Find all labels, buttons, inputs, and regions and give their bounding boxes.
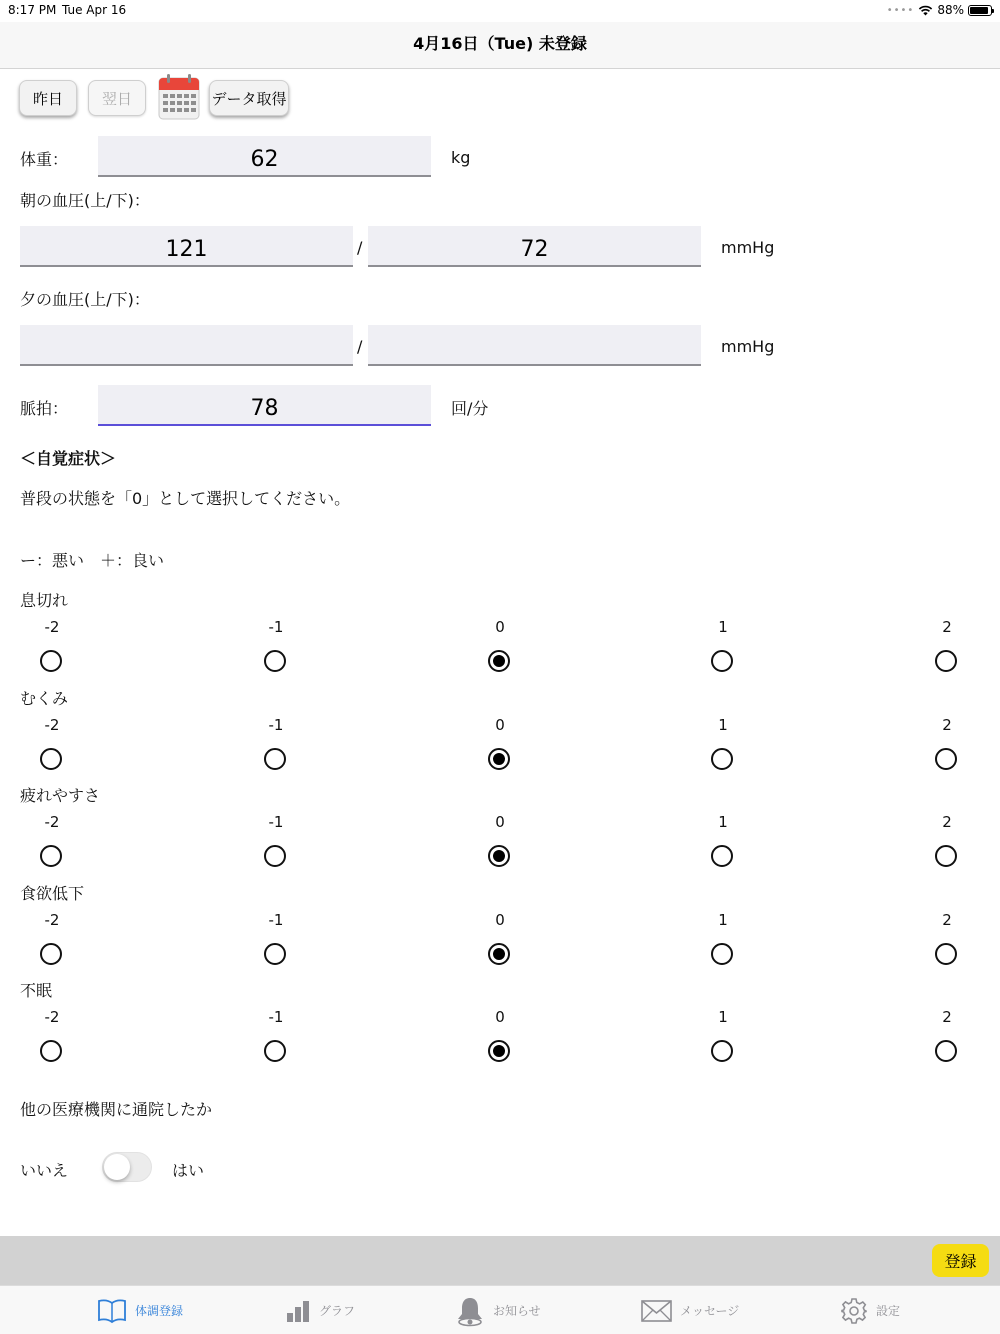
evening-bp-separator: / [357,337,363,356]
symptom-radio[interactable] [264,845,286,867]
option-value-label: 1 [718,910,728,929]
fetch-data-button[interactable]: データ取得 [209,80,289,116]
wifi-icon [918,5,933,16]
status-time: 8:17 PM [8,3,57,17]
symptom-radio[interactable] [488,1040,510,1062]
symptom-radio[interactable] [935,650,957,672]
page-title: 4月16日（Tue) 未登録 [413,34,587,53]
battery-level [970,7,988,14]
option-value-label: -2 [44,618,60,636]
symptom-radio[interactable] [488,943,510,965]
option-value-label: 2 [942,715,952,734]
cellular-signal-icon: •••• [886,4,915,16]
yes-label: はい [172,1161,205,1180]
bell-icon [455,1295,485,1327]
evening-bp-lower-input[interactable] [368,325,701,366]
morning-bp-lower-input[interactable]: 72 [368,226,701,267]
tab-notices[interactable] [455,1286,541,1334]
battery-icon [968,5,992,16]
option-value-label: 2 [942,910,952,929]
option-value-label: 1 [718,1008,728,1027]
option-value-label: 2 [942,813,952,832]
symptoms-instruction: 普段の状態を「0」として選択してください。 [20,489,351,508]
bar-chart-icon [285,1299,311,1323]
symptom-radio[interactable] [264,650,286,672]
tab-messages[interactable] [641,1286,739,1334]
symptom-radio[interactable] [935,748,957,770]
option-value-label: -1 [268,813,284,832]
other-hospital-toggle[interactable] [102,1152,152,1182]
option-value-label: -1 [268,1008,284,1027]
symptom-radio[interactable] [711,845,733,867]
register-button[interactable]: 登録 [932,1244,989,1277]
status-date: Tue Apr 16 [62,3,127,17]
option-value-label: 0 [495,618,505,636]
option-value-label: -2 [44,910,60,929]
symptom-radio[interactable] [264,1040,286,1062]
symptom-radio[interactable] [488,845,510,867]
symptom-label: 疲れやすさ [20,786,101,806]
calendar-icon[interactable] [158,74,200,120]
tab-label: 体調登録 [135,1304,184,1318]
book-icon [97,1298,127,1324]
symptom-radio[interactable] [264,943,286,965]
symptom-radio[interactable] [40,943,62,965]
weight-unit: kg [451,148,471,167]
weight-label: 体重： [20,150,69,169]
option-value-label: 0 [495,715,505,734]
symptom-label: 食欲低下 [20,883,85,903]
tab-graph[interactable] [285,1286,355,1334]
tab-label: メッセージ [680,1304,740,1318]
option-value-label: 2 [942,618,952,636]
symptom-radio[interactable] [711,748,733,770]
navigation-bar [0,22,1000,69]
option-value-label: -2 [44,813,60,832]
symptoms-legend: ー：悪い ＋：良い [20,551,165,570]
symptom-radio[interactable] [711,650,733,672]
status-bar [0,0,1000,22]
option-value-label: 1 [718,715,728,734]
morning-bp-unit: mmHg [721,238,775,257]
option-value-label: 2 [942,1008,952,1027]
pulse-label: 脈拍： [20,399,69,418]
morning-bp-upper-input[interactable]: 121 [20,226,353,267]
symptom-radio[interactable] [40,1040,62,1062]
symptom-radio[interactable] [40,650,62,672]
option-value-label: 0 [495,910,505,929]
action-bar [0,1236,1000,1285]
symptom-radio[interactable] [40,748,62,770]
option-value-label: 1 [718,813,728,832]
previous-day-button[interactable]: 昨日 [19,80,77,116]
morning-bp-label: 朝の血圧(上/下)： [20,191,150,210]
option-value-label: -1 [268,715,284,734]
pulse-input[interactable]: 78 [98,385,431,426]
toggle-knob [104,1154,130,1180]
option-value-label: -2 [44,1008,60,1027]
envelope-icon [641,1300,672,1322]
option-value-label: -1 [268,618,284,636]
tab-label: グラフ [319,1304,356,1318]
no-label: いいえ [20,1161,69,1180]
gear-icon [840,1297,868,1325]
symptom-radio[interactable] [488,748,510,770]
option-value-label: -1 [268,910,284,929]
option-value-label: 0 [495,1008,505,1027]
symptom-label: むくみ [20,688,69,708]
tab-health-register[interactable] [97,1286,183,1334]
symptom-radio[interactable] [40,845,62,867]
symptom-radio[interactable] [488,650,510,672]
tab-label: お知らせ [493,1304,541,1318]
evening-bp-label: 夕の血圧(上/下)： [20,290,150,309]
symptom-radio[interactable] [935,1040,957,1062]
morning-bp-separator: / [357,238,363,257]
symptom-radio[interactable] [711,943,733,965]
option-value-label: 1 [718,618,728,636]
tab-settings[interactable] [840,1286,900,1334]
tab-label: 設定 [876,1304,901,1318]
pulse-unit: 回/分 [451,399,489,418]
status-indicators [887,3,992,17]
weight-input[interactable]: 62 [98,136,431,177]
symptom-radio[interactable] [935,845,957,867]
other-hospital-question: 他の医療機関に通院したか [20,1100,213,1119]
option-value-label: -2 [44,715,60,734]
evening-bp-upper-input[interactable] [20,325,353,366]
symptom-label: 不眠 [20,981,53,1001]
symptom-label: 息切れ [20,591,69,610]
next-day-button[interactable]: 翌日 [88,80,146,116]
symptom-radio[interactable] [935,943,957,965]
evening-bp-unit: mmHg [721,337,775,356]
symptoms-heading: ＜自覚症状＞ [20,449,117,468]
tab-bar [0,1285,1000,1334]
option-value-label: 0 [495,813,505,832]
symptom-radio[interactable] [264,748,286,770]
symptom-radio[interactable] [711,1040,733,1062]
battery-percent: 88% [937,3,964,17]
